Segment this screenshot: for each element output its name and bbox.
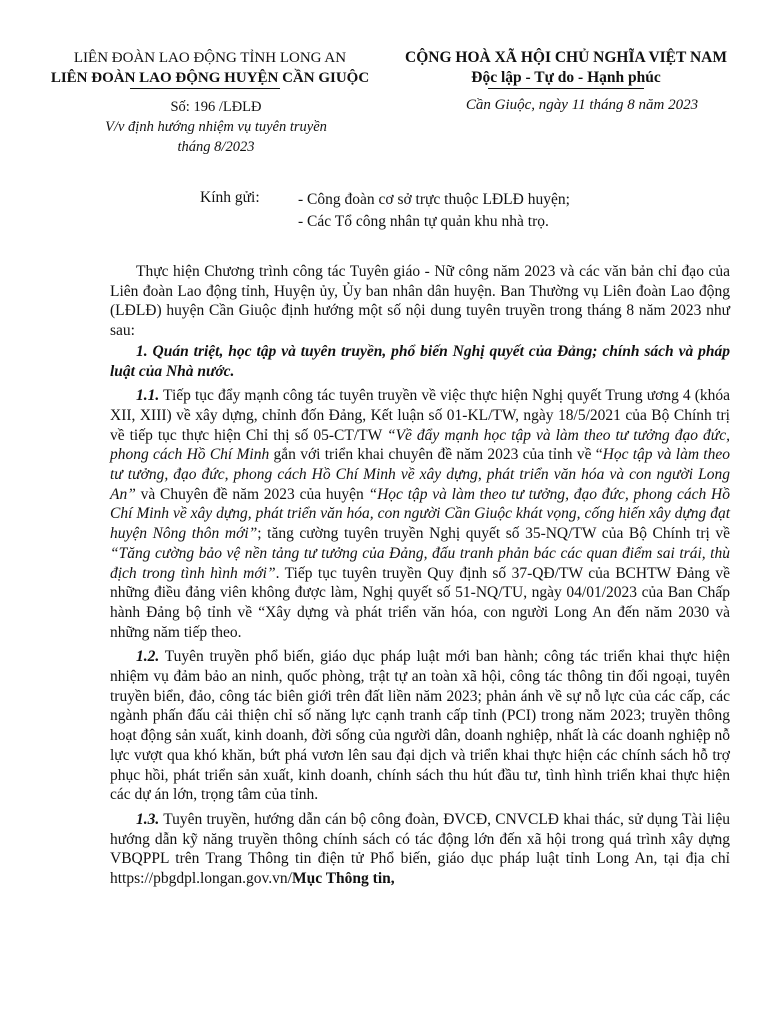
recipient-item: - Công đoàn cơ sở trực thuộc LĐLĐ huyện; xyxy=(298,191,570,208)
document-body xyxy=(110,262,730,889)
paragraph-number: 1.3. xyxy=(136,810,160,828)
national-header xyxy=(386,48,746,88)
document-subject: V/v định hướng nhiệm vụ tuyên truyền xyxy=(105,119,327,135)
paragraph-1-2 xyxy=(110,647,730,805)
document-subject-cont: tháng 8/2023 xyxy=(177,139,255,155)
document-number: Số: 196 /LĐLĐ xyxy=(170,99,262,115)
quoted-title: “Về đẩy mạnh học tập và làm theo tư tưởng đạo đức, phong cách Hồ Chí Minh xyxy=(110,426,731,464)
issuer-org: LIÊN ĐOÀN LAO ĐỘNG HUYỆN CẦN GIUỘC xyxy=(50,70,370,86)
issuer-underline xyxy=(130,88,280,89)
document-reference xyxy=(96,97,336,157)
national-motto: Độc lập - Tự do - Hạnh phúc xyxy=(471,69,661,86)
paragraph-text: gắn với triển khai chuyên đề năm 2023 của tỉnh về “ xyxy=(269,446,603,464)
issuer-parent-org: LIÊN ĐOÀN LAO ĐỘNG TỈNH LONG AN xyxy=(73,50,347,66)
issuer-header xyxy=(40,48,380,88)
paragraph-1-1 xyxy=(110,386,730,642)
paragraph-text: Tuyên truyền, hướng dẫn cán bộ công đoàn, ĐVCĐ, CNVCLĐ khai thác, sử dụng Tài liệu hướng dẫn kỹ năng truyền thông chính sách có tác động lớn đến xã hội trong quá trình xây dựng VBQPPL trên Trang Thông tin điện tử Phổ biến, giáo dục pháp luật tỉnh Long An, tại địa chỉ https://pbgdpl.longan.gov.vn/ xyxy=(110,810,730,888)
recipients-label: Kính gửi: xyxy=(200,189,260,206)
intro-paragraph: Thực hiện Chương trình công tác Tuyên giáo - Nữ công năm 2023 và các văn bản chỉ đạo của Liên đoàn Lao động tỉnh, Huyện ủy, Ủy ban nhân dân huyện. Ban Thường vụ Liên đoàn Lao động (LĐLĐ) huyện Cần Giuộc định hướng một số nội dung tuyên truyền trong tháng 8 năm 2023 như sau: xyxy=(110,263,730,340)
paragraph-text: ; tăng cường tuyên truyền Nghị quyết số 35-NQ/TW của Bộ Chính trị về xyxy=(257,525,730,543)
paragraph-text: Tiếp tục đẩy mạnh công tác tuyên truyền về việc thực hiện Nghị quyết Trung ương 4 (khóa XII, XIII) về xây dựng, chỉnh đốn Đảng, Kết luận số 01-KL/TW, ngày 18/5/2021 của Bộ Chính trị về tiếp tục thực hiện Chỉ thị số 05-CT/TW xyxy=(110,387,730,444)
paragraph-number: 1.1. xyxy=(136,387,160,405)
recipient-item: - Các Tổ công nhân tự quản khu nhà trọ. xyxy=(298,213,549,230)
bold-link-text: Mục Thông tin, xyxy=(291,870,395,888)
paragraph-text: . Tiếp tục tuyên truyền Quy định số 37-QĐ/TW của BCHTW Đảng về những điều đảng viên không được làm, Nghị quyết số 51-NQ/TU, ngày 04/01/2023 của Ban Chấp hành Đảng bộ tỉnh về “Xây dựng và phát triển văn hóa, con người Long An đến năm 2030 và những năm tiếp theo. xyxy=(110,564,730,641)
recipients-list xyxy=(298,189,570,233)
paragraph-1-3 xyxy=(110,810,730,889)
motto-underline xyxy=(488,88,644,89)
paragraph-text: Tuyên truyền phổ biến, giáo dục pháp luật mới ban hành; công tác triển khai thực hiện nhiệm vụ đảm bảo an ninh, quốc phòng, trật tự an toàn xã hội, công tác thông tin đối ngoại, tuyên truyền biển, đảo, công tác biên giới trên đất liền năm 2023; phản ánh về sự nỗ lực của các cấp, các ngành phấn đấu cải thiện chỉ số năng lực cạnh tranh cấp tỉnh (PCI) trong năm 2023; truyền thông hoạt động sản xuất, kinh doanh, đời sống của người dân, doanh nghiệp, nhất là các doanh nghiệp nỗ lực vượt qua khó khăn, bứt phá vươn lên sau đại dịch và triển khai thực hiện các chính sách hỗ trợ phục hồi, phát triển sản xuất, kinh doanh, chính sách thu hút đầu tư, tình hình triển khai thực hiện các dự án lớn, trọng tâm của tỉnh. xyxy=(110,648,730,804)
quoted-title: “Tăng cường bảo vệ nền tảng tư tưởng của Đảng, đấu tranh phản bác các quan điểm sai trái, thù địch trong tình hình mới” xyxy=(110,544,730,582)
national-title: CỘNG HOÀ XÃ HỘI CHỦ NGHĨA VIỆT NAM xyxy=(405,49,727,66)
quoted-title: Học tập và làm theo tư tưởng, đạo đức, phong cách Hồ Chí Minh về xây dựng, phát triển văn hóa và con người Long An” xyxy=(110,446,730,503)
paragraph-text: và Chuyên đề năm 2023 của huyện xyxy=(135,485,369,503)
place-date: Cần Giuộc, ngày 11 tháng 8 năm 2023 xyxy=(465,97,699,113)
section-1-heading: 1. Quán triệt, học tập và tuyên truyền, phổ biến Nghị quyết của Đảng; chính sách và pháp luật của Nhà nước. xyxy=(110,342,730,380)
quoted-title: “Học tập và làm theo tư tưởng, đạo đức, phong cách Hồ Chí Minh về xây dựng, phát triển văn hóa, con người Cần Giuộc khát vọng, cống hiến xây dựng đạt huyện Nông thôn mới” xyxy=(110,485,730,543)
paragraph-number: 1.2. xyxy=(136,648,160,666)
